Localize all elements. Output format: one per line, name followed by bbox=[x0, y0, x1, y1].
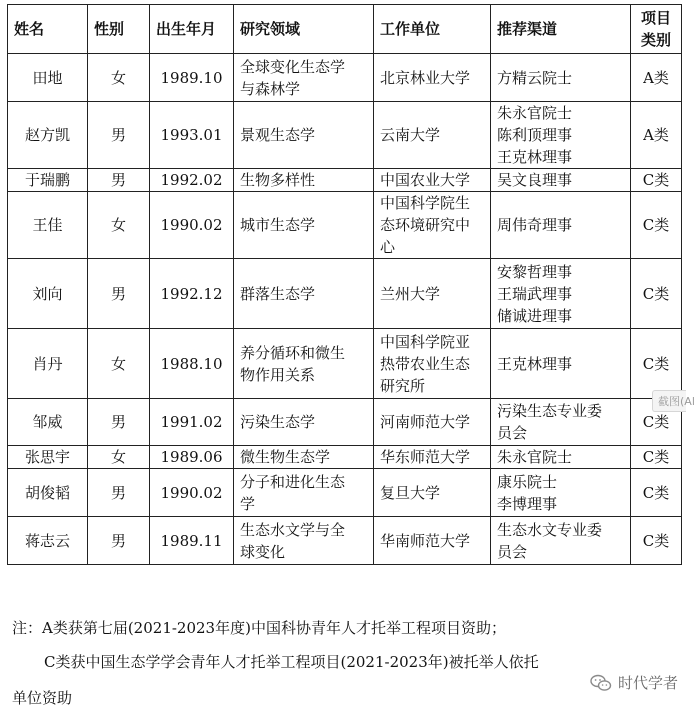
cell-name: 田地 bbox=[8, 54, 88, 102]
cell-unit-line: 中国科学院亚 bbox=[380, 332, 471, 351]
screenshot-side-tab[interactable]: 截图(Al bbox=[652, 390, 686, 412]
cell-channel bbox=[491, 399, 631, 446]
cell-name: 蒋志云 bbox=[8, 517, 88, 565]
cell-channel-line: 李博理事 bbox=[497, 494, 558, 513]
header-name: 姓名 bbox=[8, 5, 88, 54]
cell-unit-line: 态环境研究中 bbox=[380, 216, 471, 234]
cell-name: 胡俊韬 bbox=[8, 469, 88, 517]
cell-birth: 1993.01 bbox=[150, 102, 234, 169]
cell-gender: 男 bbox=[88, 259, 150, 329]
cell-unit bbox=[374, 446, 491, 469]
table-row bbox=[8, 102, 682, 169]
cell-channel-line: 王瑞武理事 bbox=[497, 284, 573, 303]
cell-channel-line: 储诚进理事 bbox=[497, 306, 573, 325]
wechat-icon bbox=[590, 674, 612, 692]
cell-unit-line: 热带农业生态 bbox=[380, 354, 471, 373]
cell-field-line: 全球变化生态学 bbox=[240, 57, 346, 76]
cell-field bbox=[234, 259, 374, 329]
cell-field bbox=[234, 399, 374, 446]
cell-unit-line: 研究所 bbox=[380, 376, 426, 395]
cell-channel bbox=[491, 446, 631, 469]
cell-category: C类 bbox=[631, 517, 682, 565]
cell-unit-line: 中国科学院生 bbox=[380, 194, 471, 212]
cell-field-line: 景观生态学 bbox=[240, 126, 316, 144]
table-row bbox=[8, 54, 682, 102]
cell-gender: 男 bbox=[88, 469, 150, 517]
cell-category: C类 bbox=[631, 399, 682, 446]
cell-unit bbox=[374, 329, 491, 399]
cell-field-line: 与森林学 bbox=[240, 79, 301, 98]
header-field: 研究领域 bbox=[234, 5, 374, 54]
cell-unit bbox=[374, 192, 491, 259]
header-gender: 性别 bbox=[88, 5, 150, 54]
cell-birth: 1991.02 bbox=[150, 399, 234, 446]
watermark bbox=[590, 672, 678, 693]
cell-field bbox=[234, 169, 374, 192]
cell-category: C类 bbox=[631, 169, 682, 192]
cell-field-line: 污染生态学 bbox=[240, 413, 316, 431]
table-row bbox=[8, 517, 682, 565]
cell-unit bbox=[374, 54, 491, 102]
cell-name: 张思宇 bbox=[8, 446, 88, 469]
cell-birth: 1989.11 bbox=[150, 517, 234, 565]
cell-channel bbox=[491, 54, 631, 102]
cell-birth: 1992.02 bbox=[150, 169, 234, 192]
cell-channel-line: 周伟奇理事 bbox=[497, 216, 573, 234]
cell-name: 于瑞鹏 bbox=[8, 169, 88, 192]
cell-field-line: 养分循环和微生 bbox=[240, 343, 346, 362]
cell-gender: 女 bbox=[88, 54, 150, 102]
cell-birth: 1992.12 bbox=[150, 259, 234, 329]
cell-channel-line: 吴文良理事 bbox=[497, 171, 573, 189]
header-category-line: 项目 bbox=[640, 9, 671, 27]
cell-unit-line: 中国农业大学 bbox=[380, 171, 471, 189]
table-row bbox=[8, 446, 682, 469]
cell-field-line: 分子和进化生态 bbox=[240, 472, 346, 491]
candidate-table bbox=[7, 4, 682, 565]
cell-channel-line: 康乐院士 bbox=[497, 472, 558, 491]
cell-channel-line: 污染生态专业委 bbox=[497, 402, 603, 420]
cell-unit bbox=[374, 517, 491, 565]
cell-channel bbox=[491, 329, 631, 399]
cell-unit-line: 兰州大学 bbox=[380, 284, 441, 303]
cell-field bbox=[234, 469, 374, 517]
cell-channel-line: 生态水文专业委 bbox=[497, 520, 603, 539]
header-category bbox=[631, 5, 682, 54]
cell-unit bbox=[374, 399, 491, 446]
cell-category: C类 bbox=[631, 329, 682, 399]
cell-gender: 女 bbox=[88, 192, 150, 259]
cell-channel-line: 员会 bbox=[497, 542, 528, 561]
table-row bbox=[8, 329, 682, 399]
cell-channel bbox=[491, 469, 631, 517]
cell-name: 赵方凯 bbox=[8, 102, 88, 169]
cell-channel bbox=[491, 102, 631, 169]
cell-category: C类 bbox=[631, 259, 682, 329]
cell-channel bbox=[491, 192, 631, 259]
cell-channel-line: 王克林理事 bbox=[497, 354, 573, 373]
cell-channel-line: 朱永官院士 bbox=[497, 104, 573, 122]
cell-field bbox=[234, 446, 374, 469]
watermark-text: 时代学者 bbox=[617, 674, 678, 692]
cell-category: C类 bbox=[631, 192, 682, 259]
cell-field-line: 球变化 bbox=[240, 542, 286, 561]
cell-channel-line: 陈利顶理事 bbox=[497, 126, 573, 144]
cell-field bbox=[234, 192, 374, 259]
table-row bbox=[8, 469, 682, 517]
cell-field-line: 物作用关系 bbox=[240, 365, 316, 384]
cell-gender: 男 bbox=[88, 102, 150, 169]
cell-name: 王佳 bbox=[8, 192, 88, 259]
cell-name: 邹威 bbox=[8, 399, 88, 446]
table-body bbox=[8, 54, 682, 565]
cell-category: C类 bbox=[631, 469, 682, 517]
table-header-row bbox=[8, 5, 682, 54]
cell-unit-line: 河南师范大学 bbox=[380, 413, 471, 431]
cell-field bbox=[234, 329, 374, 399]
cell-channel-line: 方精云院士 bbox=[497, 68, 573, 87]
cell-name: 肖丹 bbox=[8, 329, 88, 399]
cell-category: C类 bbox=[631, 446, 682, 469]
cell-gender: 男 bbox=[88, 399, 150, 446]
note-line-3: 单位资助 bbox=[12, 689, 73, 707]
cell-name: 刘向 bbox=[8, 259, 88, 329]
cell-gender: 女 bbox=[88, 446, 150, 469]
cell-unit-line: 心 bbox=[380, 238, 396, 256]
cell-unit bbox=[374, 469, 491, 517]
cell-field bbox=[234, 517, 374, 565]
table-row bbox=[8, 192, 682, 259]
cell-field-line: 城市生态学 bbox=[240, 216, 316, 234]
cell-birth: 1990.02 bbox=[150, 192, 234, 259]
table-row bbox=[8, 259, 682, 329]
cell-unit-line: 华东师范大学 bbox=[380, 448, 471, 466]
cell-channel-line: 朱永官院士 bbox=[497, 448, 573, 466]
cell-unit bbox=[374, 169, 491, 192]
cell-unit-line: 华南师范大学 bbox=[380, 531, 471, 550]
cell-unit-line: 复旦大学 bbox=[380, 483, 441, 502]
cell-field-line: 生物多样性 bbox=[240, 171, 316, 189]
table-row bbox=[8, 169, 682, 192]
cell-channel-line: 安黎哲理事 bbox=[497, 262, 573, 281]
table-row bbox=[8, 399, 682, 446]
cell-channel-line: 员会 bbox=[497, 424, 528, 442]
cell-birth: 1989.10 bbox=[150, 54, 234, 102]
cell-category: A类 bbox=[631, 102, 682, 169]
cell-birth: 1990.02 bbox=[150, 469, 234, 517]
header-birth: 出生年月 bbox=[150, 5, 234, 54]
cell-gender: 女 bbox=[88, 329, 150, 399]
cell-unit-line: 云南大学 bbox=[380, 126, 441, 144]
cell-unit-line: 北京林业大学 bbox=[380, 68, 471, 87]
cell-field bbox=[234, 54, 374, 102]
cell-birth: 1989.06 bbox=[150, 446, 234, 469]
cell-channel bbox=[491, 169, 631, 192]
header-unit: 工作单位 bbox=[374, 5, 491, 54]
cell-gender: 男 bbox=[88, 517, 150, 565]
cell-unit bbox=[374, 102, 491, 169]
cell-category: A类 bbox=[631, 54, 682, 102]
header-channel: 推荐渠道 bbox=[491, 5, 631, 54]
cell-field-line: 学 bbox=[240, 494, 256, 513]
cell-channel bbox=[491, 517, 631, 565]
cell-channel bbox=[491, 259, 631, 329]
cell-field-line: 群落生态学 bbox=[240, 284, 316, 303]
cell-field-line: 微生物生态学 bbox=[240, 448, 331, 466]
note-line-1: 注：A类获第七届(2021-2023年度)中国科协青年人才托举工程项目资助； bbox=[12, 619, 506, 637]
cell-gender: 男 bbox=[88, 169, 150, 192]
cell-unit bbox=[374, 259, 491, 329]
note-line-2: C类获中国生态学学会青年人才托举工程项目(2021-2023年)被托举人依托 bbox=[44, 653, 539, 671]
cell-field-line: 生态水文学与全 bbox=[240, 520, 346, 539]
cell-field bbox=[234, 102, 374, 169]
header-category-line: 类别 bbox=[640, 31, 671, 49]
cell-channel-line: 王克林理事 bbox=[497, 148, 573, 166]
cell-birth: 1988.10 bbox=[150, 329, 234, 399]
